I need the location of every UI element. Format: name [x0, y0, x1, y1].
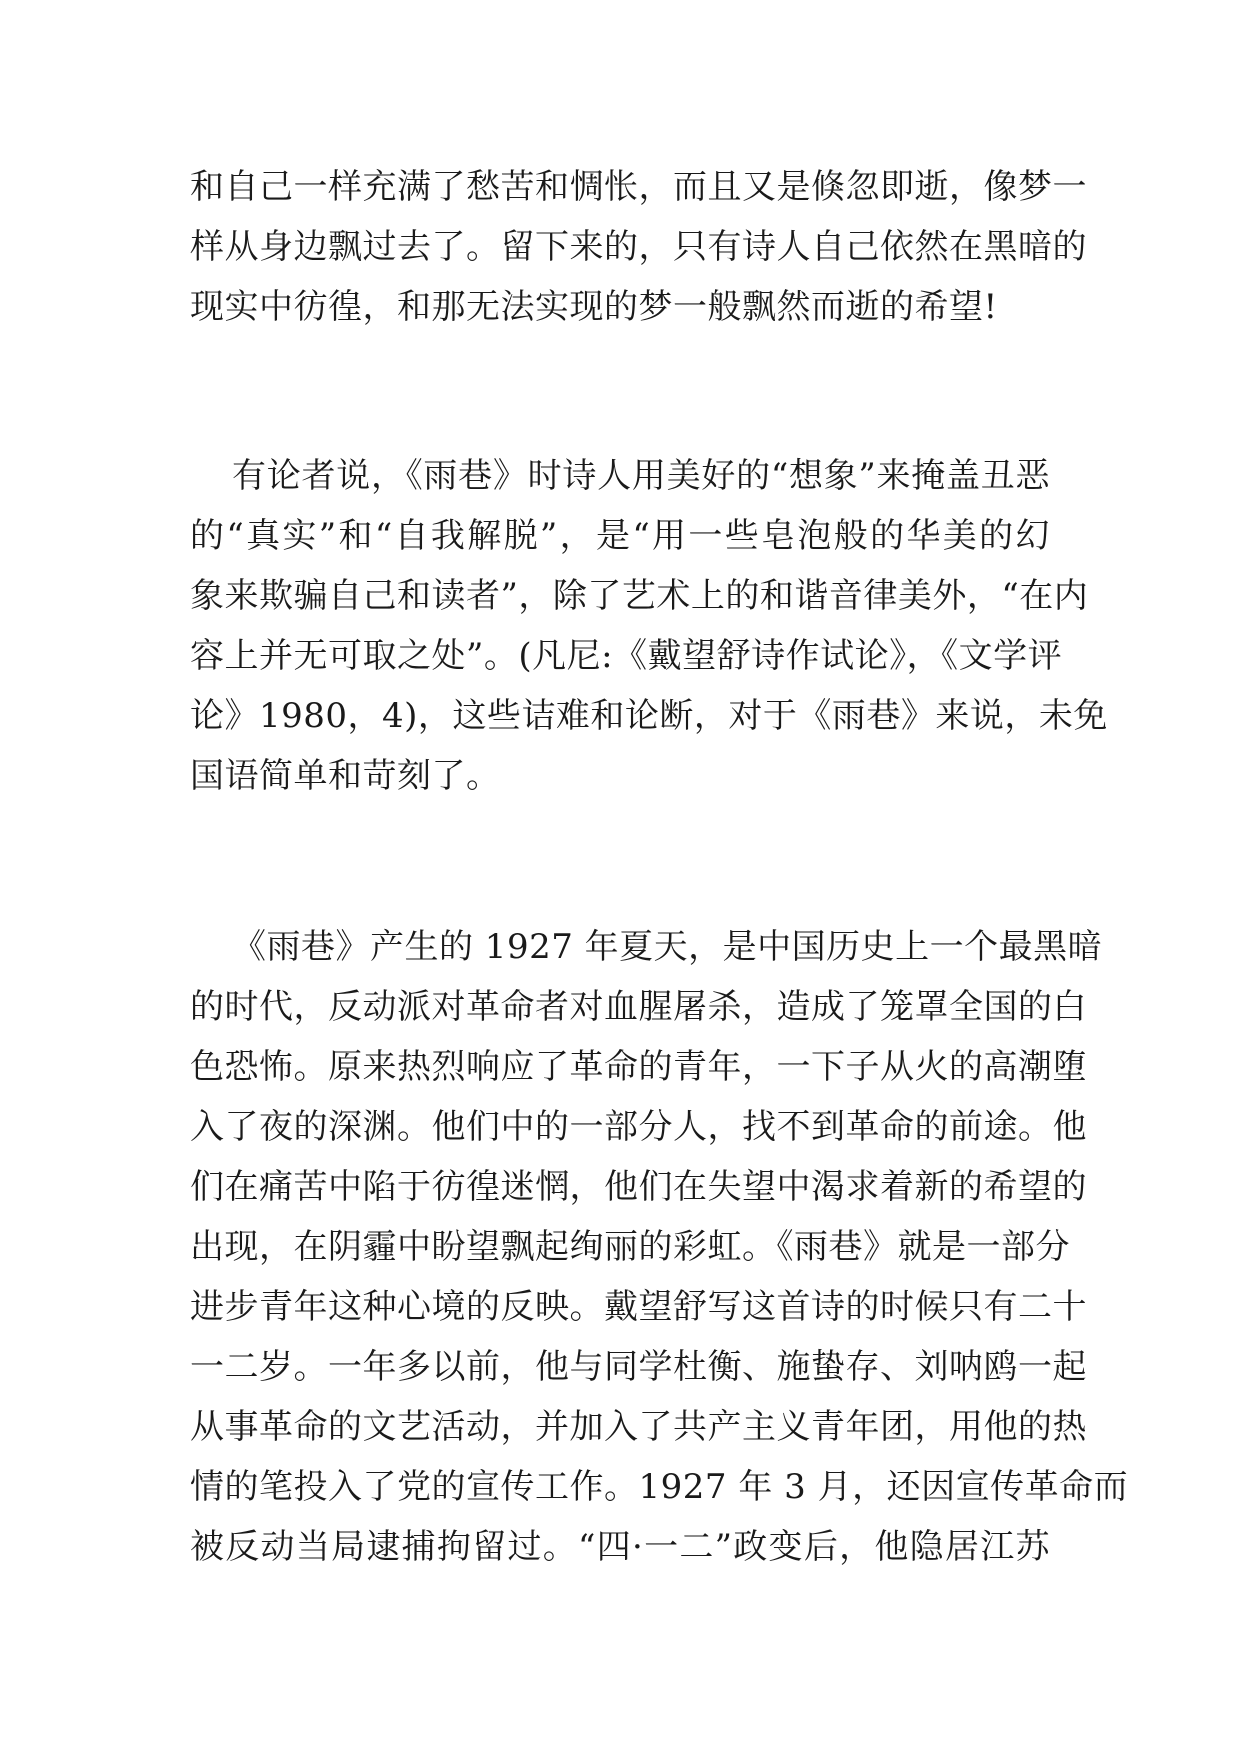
paragraph-3-line-9: 从事革命的文艺活动，并加入了共产主义青年团，用他的热	[190, 1407, 1087, 1447]
paragraph-3-line-4: 入了夜的深渊。他们中的一部分人，找不到革命的前途。他	[190, 1107, 1087, 1147]
paragraph-3-line-5: 们在痛苦中陷于彷徨迷惘，他们在失望中渴求着新的希望的	[190, 1167, 1087, 1207]
paragraph-2-line-2: 的“真实”和“自我解脱”，是“用一些皂泡般的华美的幻	[190, 516, 1050, 556]
paragraph-1-line-3: 现实中彷徨，和那无法实现的梦一般飘然而逝的希望!	[190, 287, 998, 327]
paragraph-3-line-8: 一二岁。一年多以前，他与同学杜衡、施蛰存、刘呐鸥一起	[190, 1347, 1087, 1387]
paragraph-2-line-3: 象来欺骗自己和读者”，除了艺术上的和谐音律美外，“在内	[190, 576, 1089, 616]
paragraph-3-line-11: 被反动当局逮捕拘留过。“四·一二”政变后，他隐居江苏	[190, 1527, 1050, 1567]
paragraph-2-line-4: 容上并无可取之处”。(凡尼:《戴望舒诗作试论》，《文学评	[190, 636, 1063, 676]
paragraph-3-line-1: 《雨巷》产生的 1927 年夏天，是中国历史上一个最黑暗	[232, 927, 1103, 967]
paragraph-3-line-2: 的时代，反动派对革命者对血腥屠杀，造成了笼罩全国的白	[190, 987, 1087, 1027]
paragraph-1-line-2: 样从身边飘过去了。留下来的，只有诗人自己依然在黑暗的	[190, 227, 1087, 267]
paragraph-1-line-1: 和自己一样充满了愁苦和惆怅，而且又是倏忽即逝，像梦一	[190, 167, 1087, 207]
paragraph-3-line-7: 进步青年这种心境的反映。戴望舒写这首诗的时候只有二十	[190, 1287, 1087, 1327]
paragraph-2-line-5: 论》1980，4)，这些诘难和论断，对于《雨巷》来说，未免	[190, 696, 1108, 736]
paragraph-2-line-1: 有论者说，《雨巷》时诗人用美好的“想象”来掩盖丑恶	[232, 456, 1050, 496]
paragraph-3-line-6: 出现，在阴霾中盼望飘起绚丽的彩虹。《雨巷》就是一部分	[190, 1227, 1070, 1267]
paragraph-3-line-3: 色恐怖。原来热烈响应了革命的青年，一下子从火的高潮堕	[190, 1047, 1087, 1087]
paragraph-2-line-6: 国语简单和苛刻了。	[190, 756, 501, 796]
paragraph-3-line-10: 情的笔投入了党的宣传工作。1927 年 3 月，还因宣传革命而	[190, 1467, 1129, 1507]
